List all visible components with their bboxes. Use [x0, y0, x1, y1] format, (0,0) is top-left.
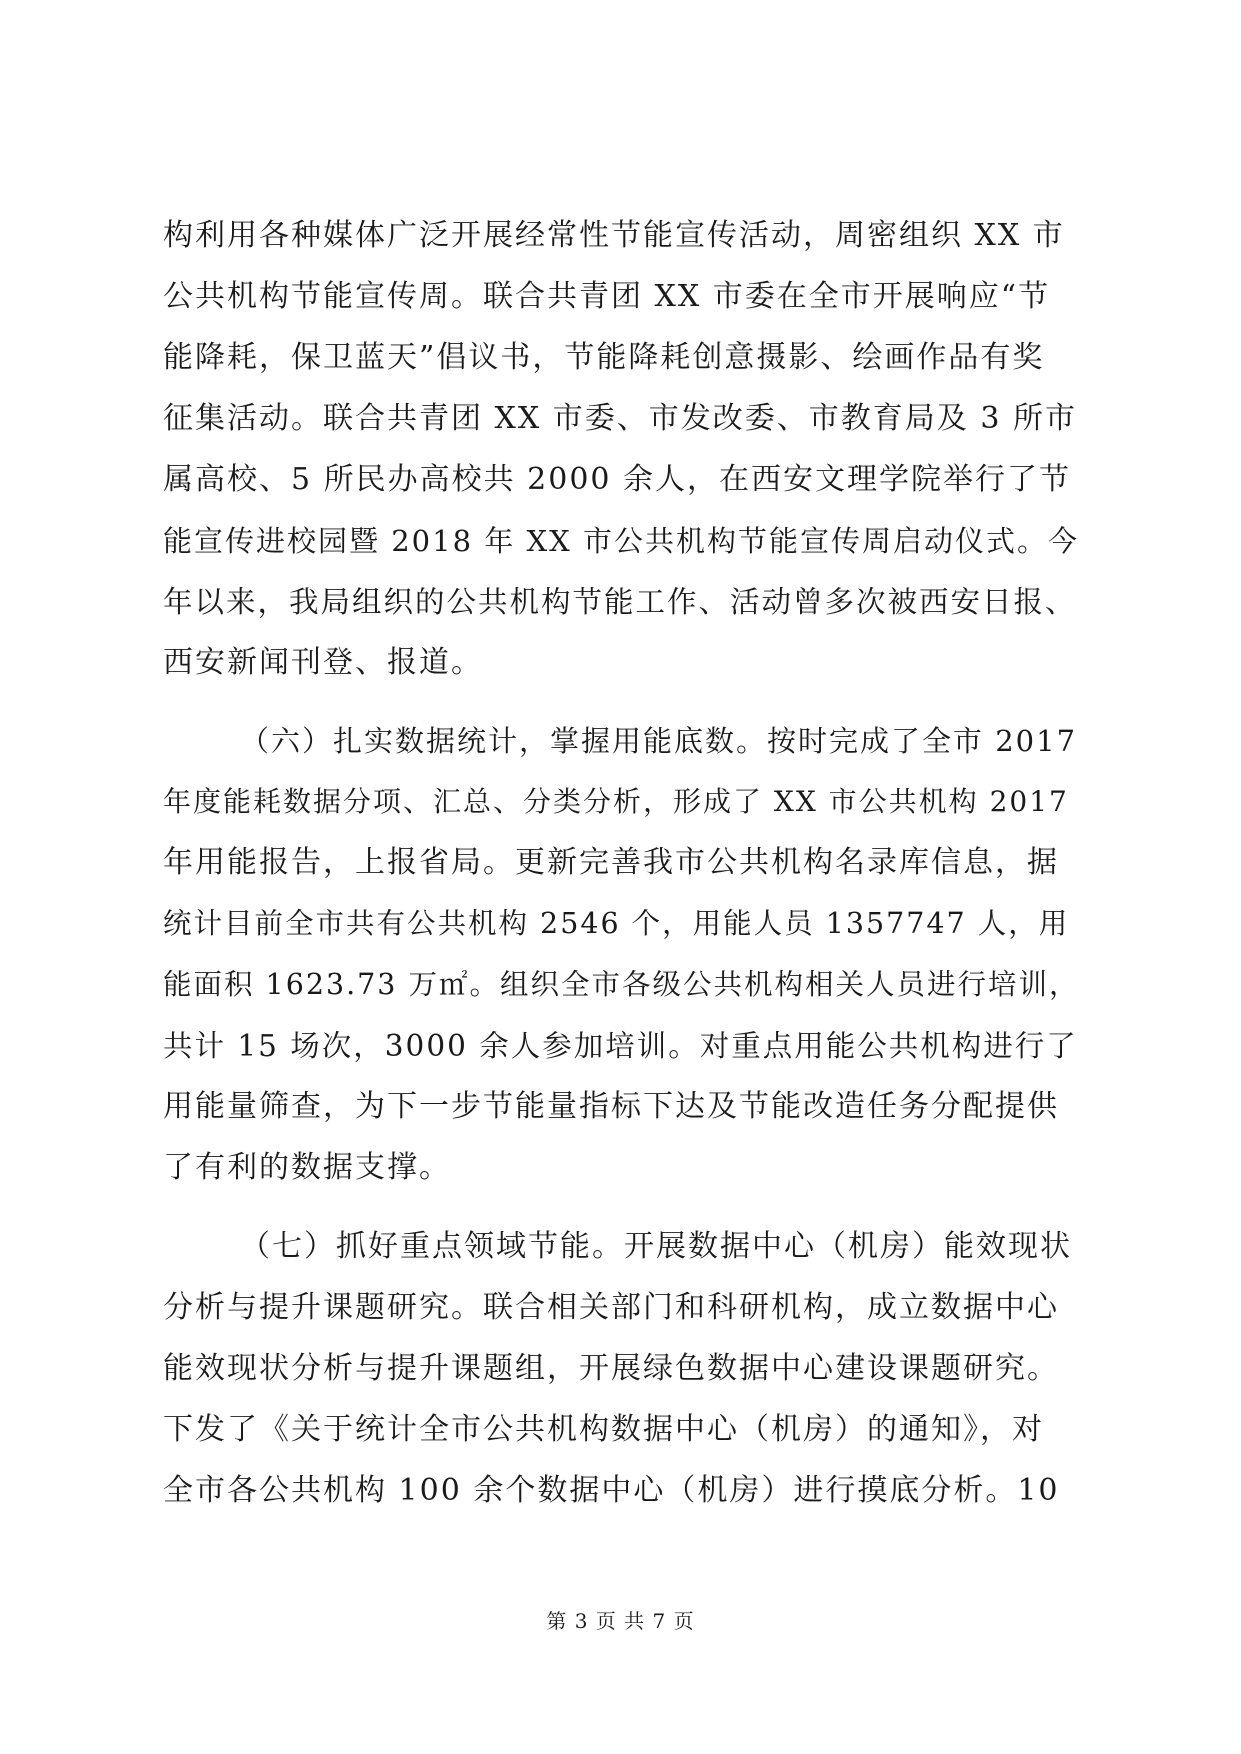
text-line: 全市各公共机构 100 余个数据中心（机房）进行摸底分析。10 [163, 1473, 1060, 1508]
text-line: 构利用各种媒体广泛开展经常性节能宣传活动，周密组织 XX 市 [163, 218, 1065, 253]
paragraph-heading-line: （六）扎实数据统计，掌握用能底数。按时完成了全市 2017 [240, 724, 1078, 758]
text-line: 能宣传进校园暨 2018 年 XX 市公共机构节能宣传周启动仪式。今 [163, 524, 1079, 558]
text-line: 了有利的数据支撑。 [163, 1150, 451, 1185]
text-line: 能效现状分析与提升课题组，开展绿色数据中心建设课题研究。 [163, 1351, 1059, 1386]
paragraph-heading-line: （七）抓好重点领域节能。开展数据中心（机房）能效现状 [240, 1229, 1072, 1264]
text-line: 共计 15 场次，3000 余人参加培训。对重点用能公共机构进行了 [163, 1029, 1078, 1063]
text-line: 分析与提升课题研究。联合相关部门和科研机构，成立数据中心 [163, 1290, 1059, 1325]
page-number-footer: 第 3 页 共 7 页 [546, 1609, 695, 1633]
text-line: 下发了《关于统计全市公共机构数据中心（机房）的通知》，对 [163, 1412, 1044, 1447]
text-line: 年以来，我局组织的公共机构节能工作、活动曾多次被西安日报、 [163, 585, 1077, 619]
text-line: 西安新闻刊登、报道。 [163, 645, 483, 680]
text-line: 征集活动。联合共青团 XX 市委、市发改委、市教育局及 3 所市 [163, 401, 1077, 436]
text-line: 统计目前全市共有公共机构 2546 个，用能人员 1357747 人，用 [163, 907, 1070, 940]
text-line: 能面积 1623.73 万㎡。组织全市各级公共机构相关人员进行培训， [163, 968, 1080, 1001]
text-line: 能降耗，保卫蓝天”倡议书，节能降耗创意摄影、绘画作品有奖 [163, 340, 1045, 375]
text-line: 属高校、5 所民办高校共 2000 余人，在西安文理学院举行了节 [163, 462, 1072, 497]
text-line: 公共机构节能宣传周。联合共青团 XX 市委在全市开展响应“节 [163, 279, 1051, 314]
text-line: 用能量筛查，为下一步节能量指标下达及节能改造任务分配提供 [163, 1089, 1059, 1124]
text-line: 年用能报告，上报省局。更新完善我市公共机构名录库信息，据 [163, 845, 1059, 880]
text-line: 年度能耗数据分项、汇总、分类分析，形成了 XX 市公共机构 2017 [163, 785, 1069, 818]
